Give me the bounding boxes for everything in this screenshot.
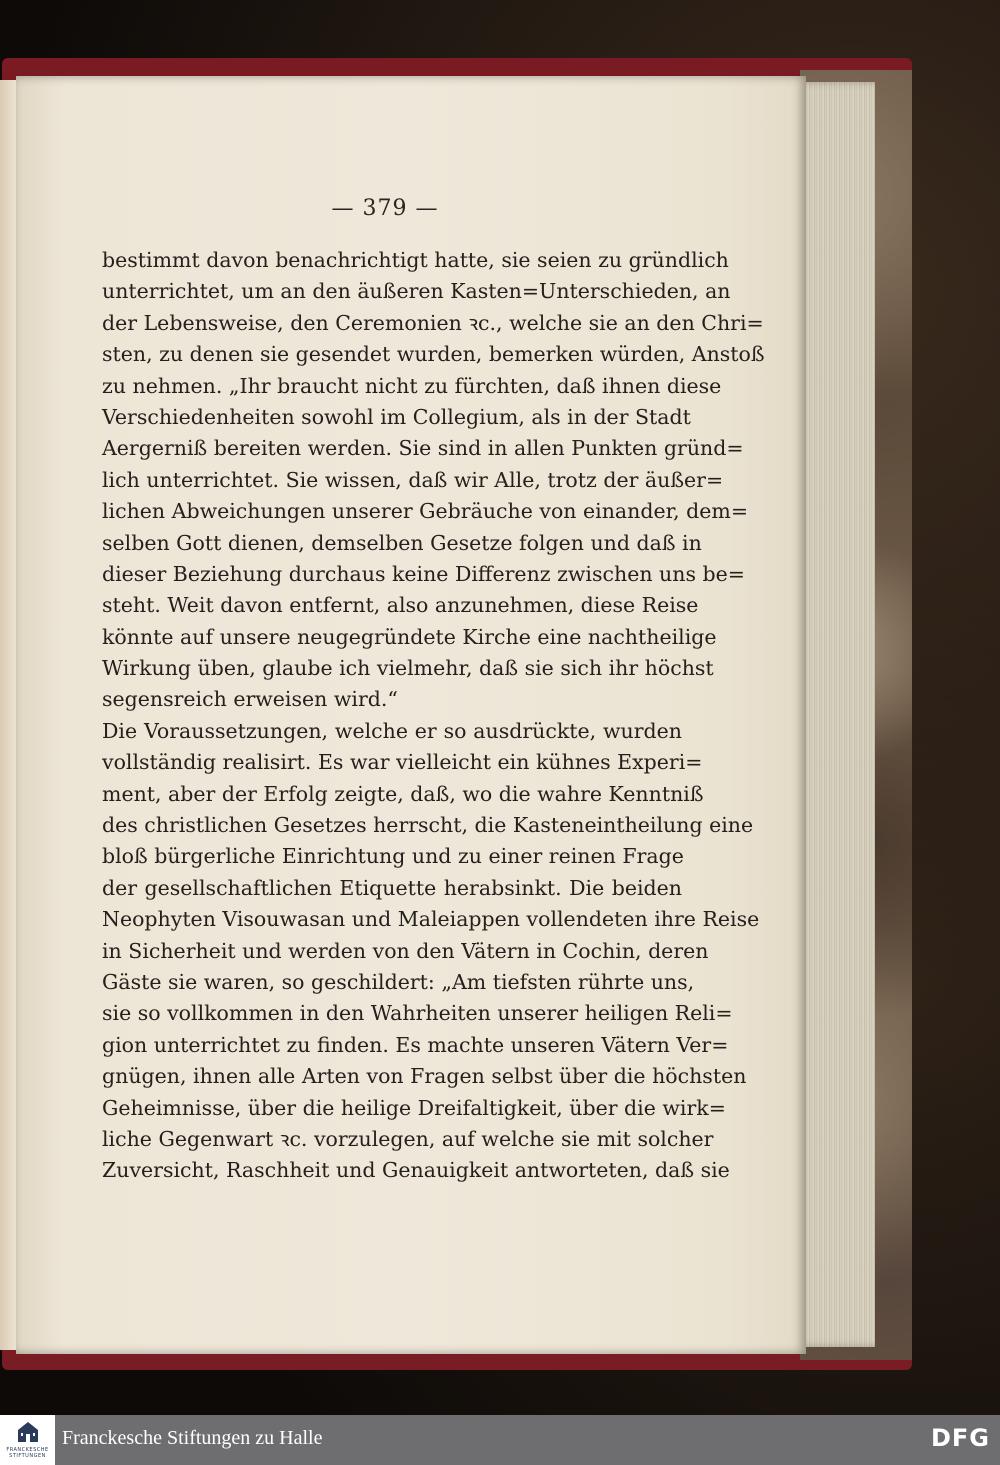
text-line: Aergerniß bereiten werden. Sie sind in allen Punkten gründ= [102, 436, 744, 461]
logo-caption-line2: STIFTUNGEN [9, 1453, 46, 1459]
text-line: segensreich erweisen wird.“ [102, 687, 398, 712]
institution-logo[interactable] [0, 1415, 55, 1465]
text-line: des christlichen Gesetzes herrscht, die Kasteneintheilung eine [102, 813, 754, 838]
logo-caption [0, 1447, 55, 1459]
text-line: könnte auf unsere neugegründete Kirche eine nachtheilige [102, 624, 717, 649]
logo-caption-line1: FRANCKESCHE [6, 1447, 49, 1453]
text-line: gnügen, ihnen alle Arten von Fragen selbst über die höchsten [102, 1064, 747, 1089]
text-line: dieser Beziehung durchaus keine Differenz zwischen uns be= [102, 561, 745, 586]
page-block-edges [795, 82, 875, 1347]
text-line: vollständig realisirt. Es war vielleicht ein kühnes Experi= [102, 750, 703, 775]
page-number: — 379 — [331, 196, 439, 221]
page-text [102, 245, 765, 1187]
text-line: in Sicherheit und werden von den Vätern in Cochin, deren [102, 938, 709, 963]
text-line: Zuversicht, Raschheit und Genauigkeit antworteten, daß sie [102, 1158, 730, 1183]
text-line: der Lebensweise, den Ceremonien ꝛc., welche sie an den Chri= [102, 310, 764, 335]
text-line: steht. Weit davon entfernt, also anzunehmen, diese Reise [102, 593, 699, 618]
text-line: sten, zu denen sie gesendet wurden, bemerken würden, Anstoß [102, 342, 765, 367]
text-line: Neophyten Visouwasan und Maleiappen vollendeten ihre Reise [102, 907, 760, 932]
text-line: Verschiedenheiten sowohl im Collegium, als in der Stadt [102, 404, 691, 429]
text-line: bestimmt davon benachrichtigt hatte, sie seien zu gründlich [102, 248, 729, 272]
text-line: bloß bürgerliche Einrichtung und zu einer reinen Frage [102, 844, 684, 869]
text-line: Geheimnisse, über die heilige Dreifaltigkeit, über die wirk= [102, 1095, 726, 1120]
text-line: ment, aber der Erfolg zeigte, daß, wo die wahre Kenntniß [102, 781, 704, 806]
text-line: der gesellschaftlichen Etiquette herabsinkt. Die beiden [102, 875, 682, 900]
text-line: lichen Abweichungen unserer Gebräuche von einander, dem= [102, 499, 749, 524]
institution-name: Franckesche Stiftungen zu Halle [62, 1427, 323, 1449]
text-line: unterrichtet, um an den äußeren Kasten=Unterschieden, an [102, 279, 731, 304]
text-line: gion unterrichtet zu finden. Es machte unseren Vätern Ver= [102, 1032, 729, 1057]
text-line: Wirkung üben, glaube ich vielmehr, daß sie sich ihr höchst [102, 656, 714, 681]
text-line: lich unterrichtet. Sie wissen, daß wir Alle, trotz der äußer= [102, 467, 724, 492]
dfg-logo[interactable]: DFG [930, 1424, 990, 1452]
building-icon [16, 1420, 40, 1444]
text-line: Die Voraussetzungen, welche er so ausdrückte, wurden [102, 718, 682, 743]
text-line: zu nehmen. „Ihr braucht nicht zu fürchten, daß ihnen diese [102, 373, 722, 398]
text-line: selben Gott dienen, demselben Gesetze folgen und daß in [102, 530, 702, 555]
text-line: sie so vollkommen in den Wahrheiten unserer heiligen Reli= [102, 1001, 733, 1026]
text-line: liche Gegenwart ꝛc. vorzulegen, auf welche sie mit solcher [102, 1126, 714, 1151]
footer-bar [0, 1415, 1000, 1465]
text-line: Gäste sie waren, so geschildert: „Am tiefsten rührte uns, [102, 969, 695, 994]
